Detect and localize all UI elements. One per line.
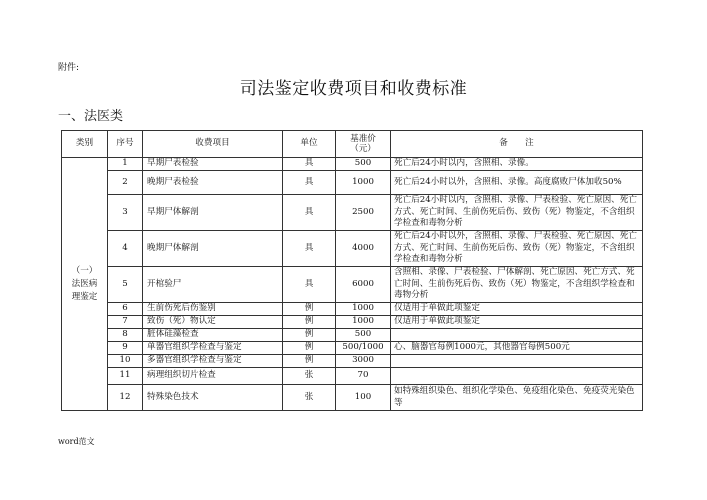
row-seq: 4 (108, 231, 143, 267)
row-unit: 例 (283, 342, 336, 355)
row-note: 仅适用于单做此项鉴定 (391, 316, 643, 329)
table-row (62, 329, 643, 342)
table-row (62, 368, 643, 385)
row-price: 1000 (336, 171, 391, 195)
table-row (62, 195, 643, 231)
table-body (62, 158, 643, 411)
row-unit: 具 (283, 171, 336, 195)
row-unit: 张 (283, 385, 336, 411)
row-unit: 具 (283, 231, 336, 267)
category-line2: 法医病 (71, 278, 98, 289)
attachment-label: 附件: (58, 63, 80, 73)
footer-text: word范文 (58, 437, 95, 446)
row-note (391, 355, 643, 368)
table-row (62, 171, 643, 195)
row-item: 生前伤死后伤鉴别 (143, 303, 283, 316)
row-price: 500 (336, 329, 391, 342)
fee-table (61, 130, 643, 411)
row-item: 早期尸体解剖 (143, 195, 283, 231)
row-unit: 具 (283, 267, 336, 303)
row-note: 含照相、录像、尸表检验、尸体解剖、死亡原因、死亡方式、死亡时间、生前伤死后伤、致伤（死）物鉴定，不含组织学检查和毒物分析 (391, 267, 643, 303)
row-seq: 5 (108, 267, 143, 303)
row-price: 500 (336, 158, 391, 171)
row-seq: 1 (108, 158, 143, 171)
header-price-line1: 基准价 (350, 134, 376, 144)
row-unit: 例 (283, 329, 336, 342)
row-unit: 例 (283, 355, 336, 368)
row-seq: 2 (108, 171, 143, 195)
row-item: 开棺验尸 (143, 267, 283, 303)
header-seq: 序号 (108, 131, 143, 158)
table-row (62, 342, 643, 355)
row-price: 1000 (336, 316, 391, 329)
row-unit: 具 (283, 195, 336, 231)
row-note (391, 329, 643, 342)
row-price: 3000 (336, 355, 391, 368)
section-heading: 一、法医类 (58, 109, 124, 124)
category-cell (62, 158, 108, 411)
table-row (62, 267, 643, 303)
table-row (62, 355, 643, 368)
table-row (62, 385, 643, 411)
category-line3: 理鉴定 (71, 291, 98, 302)
row-seq: 8 (108, 329, 143, 342)
row-price: 100 (336, 385, 391, 411)
row-note: 死亡后24小时以外，含照相、录像。高度腐败尸体加收50% (391, 171, 643, 195)
row-seq: 7 (108, 316, 143, 329)
row-note: 心、脑器官每例1000元，其他器官每例500元 (391, 342, 643, 355)
row-seq: 11 (108, 368, 143, 385)
row-item: 特殊染色技术 (143, 385, 283, 411)
header-category: 类别 (62, 131, 108, 158)
row-item: 脏体硅藻检查 (143, 329, 283, 342)
row-seq: 12 (108, 385, 143, 411)
row-item: 晚期尸体解剖 (143, 231, 283, 267)
table-row (62, 316, 643, 329)
header-unit: 单位 (283, 131, 336, 158)
row-note: 如特殊组织染色、组织化学染色、免疫组化染色、免疫荧光染色等 (391, 385, 643, 411)
table-row (62, 158, 643, 171)
row-seq: 6 (108, 303, 143, 316)
row-item: 单器官组织学检查与鉴定 (143, 342, 283, 355)
header-note: 备 注 (391, 131, 643, 158)
row-seq: 9 (108, 342, 143, 355)
row-price: 6000 (336, 267, 391, 303)
row-item: 病理组织切片检查 (143, 368, 283, 385)
table-row (62, 231, 643, 267)
row-unit: 例 (283, 316, 336, 329)
row-unit: 例 (283, 303, 336, 316)
category-line1: （一） (71, 265, 98, 276)
row-price: 500/1000 (336, 342, 391, 355)
row-price: 1000 (336, 303, 391, 316)
header-price-line2: （元） (350, 144, 376, 154)
row-price: 70 (336, 368, 391, 385)
document-title: 司法鉴定收费项目和收费标准 (239, 79, 468, 99)
row-seq: 3 (108, 195, 143, 231)
header-price (336, 131, 391, 158)
row-note: 死亡后24小时以内，含照相、录像。 (391, 158, 643, 171)
table-row (62, 303, 643, 316)
header-item: 收费项目 (143, 131, 283, 158)
row-price: 2500 (336, 195, 391, 231)
row-note (391, 368, 643, 385)
row-seq: 10 (108, 355, 143, 368)
row-unit: 具 (283, 158, 336, 171)
row-item: 多器官组织学检查与鉴定 (143, 355, 283, 368)
row-note: 死亡后24小时以外，含照相、录像、尸表检验、死亡原因、死亡方式、死亡时间、生前伤死后伤、致伤（死）物鉴定，不含组织学检查和毒物分析 (391, 231, 643, 267)
row-item: 晚期尸表检验 (143, 171, 283, 195)
row-note: 仅适用于单做此项鉴定 (391, 303, 643, 316)
row-item: 致伤（死）物认定 (143, 316, 283, 329)
row-item: 早期尸表检验 (143, 158, 283, 171)
row-note: 死亡后24小时以内，含照相、录像、尸表检验、死亡原因、死亡方式、死亡时间、生前伤死后伤、致伤（死）物鉴定，不含组织学检查和毒物分析 (391, 195, 643, 231)
row-unit: 张 (283, 368, 336, 385)
table-header-row (62, 131, 643, 158)
row-price: 4000 (336, 231, 391, 267)
